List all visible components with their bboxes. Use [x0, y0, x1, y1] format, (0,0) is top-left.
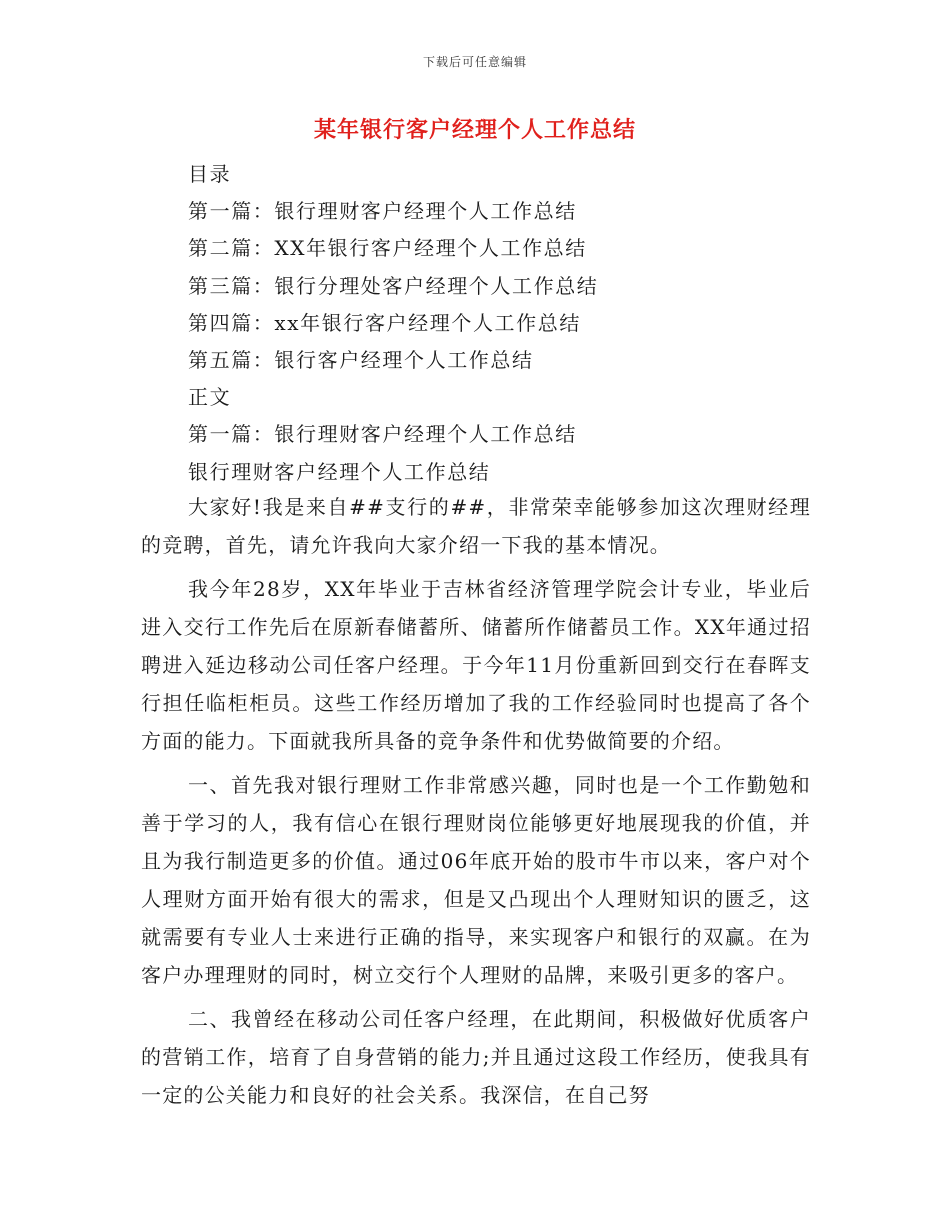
section-subtitle: 银行理财客户经理个人工作总结	[188, 459, 491, 484]
toc-item-2: 第二篇：XX年银行客户经理个人工作总结	[188, 236, 587, 261]
paragraph-point-one: 一、首先我对银行理财工作非常感兴趣，同时也是一个工作勤勉和善于学习的人，我有信心在银行理财岗位能够更好地展现我的价值，并且为我行制造更多的价值。通过06年底开始的股市牛市以来，客户对个人理财方面开始有很大的需求，但是又凸现出个人理财知识的匮乏，这就需要有专业人士来进行正确的指导，来实现客户和银行的双赢。在为客户办理理财的同时，树立交行个人理财的品牌，来吸引更多的客户。	[141, 773, 811, 987]
paragraph-intro: 大家好!我是来自##支行的##，非常荣幸能够参加这次理财经理的竞聘，首先，请允许我向大家介绍一下我的基本情况。	[141, 495, 811, 557]
table-of-contents	[188, 156, 808, 491]
toc-heading: 目录	[188, 162, 232, 186]
header-note: 下载后可任意编辑	[422, 55, 527, 69]
paragraph-point-two: 二、我曾经在移动公司任客户经理，在此期间，积极做好优质客户的营销工作，培育了自身营销的能力;并且通过这段工作经历，使我具有一定的公关能力和良好的社会关系。我深信，在自己努	[141, 1007, 811, 1107]
paragraph-background: 我今年28岁，XX年毕业于吉林省经济管理学院会计专业，毕业后进入交行工作先后在原新春储蓄所、储蓄所作储蓄员工作。XX年通过招聘进入延边移动公司任客户经理。于今年11月份重新回到交行在春晖支行担任临柜柜员。这些工作经历增加了我的工作经验同时也提高了各个方面的能力。下面就我所具备的竞争条件和优势做简要的介绍。	[141, 577, 811, 753]
body-text	[141, 488, 811, 1120]
section-heading: 第一篇：银行理财客户经理个人工作总结	[188, 422, 577, 447]
toc-item-4: 第四篇：xx年银行客户经理个人工作总结	[188, 310, 581, 335]
toc-item-1: 第一篇：银行理财客户经理个人工作总结	[188, 199, 577, 224]
toc-item-3: 第三篇：银行分理处客户经理个人工作总结	[188, 273, 599, 298]
document-title: 某年银行客户经理个人工作总结	[313, 117, 636, 143]
toc-item-5: 第五篇：银行客户经理个人工作总结	[188, 347, 534, 372]
body-heading: 正文	[188, 385, 232, 410]
